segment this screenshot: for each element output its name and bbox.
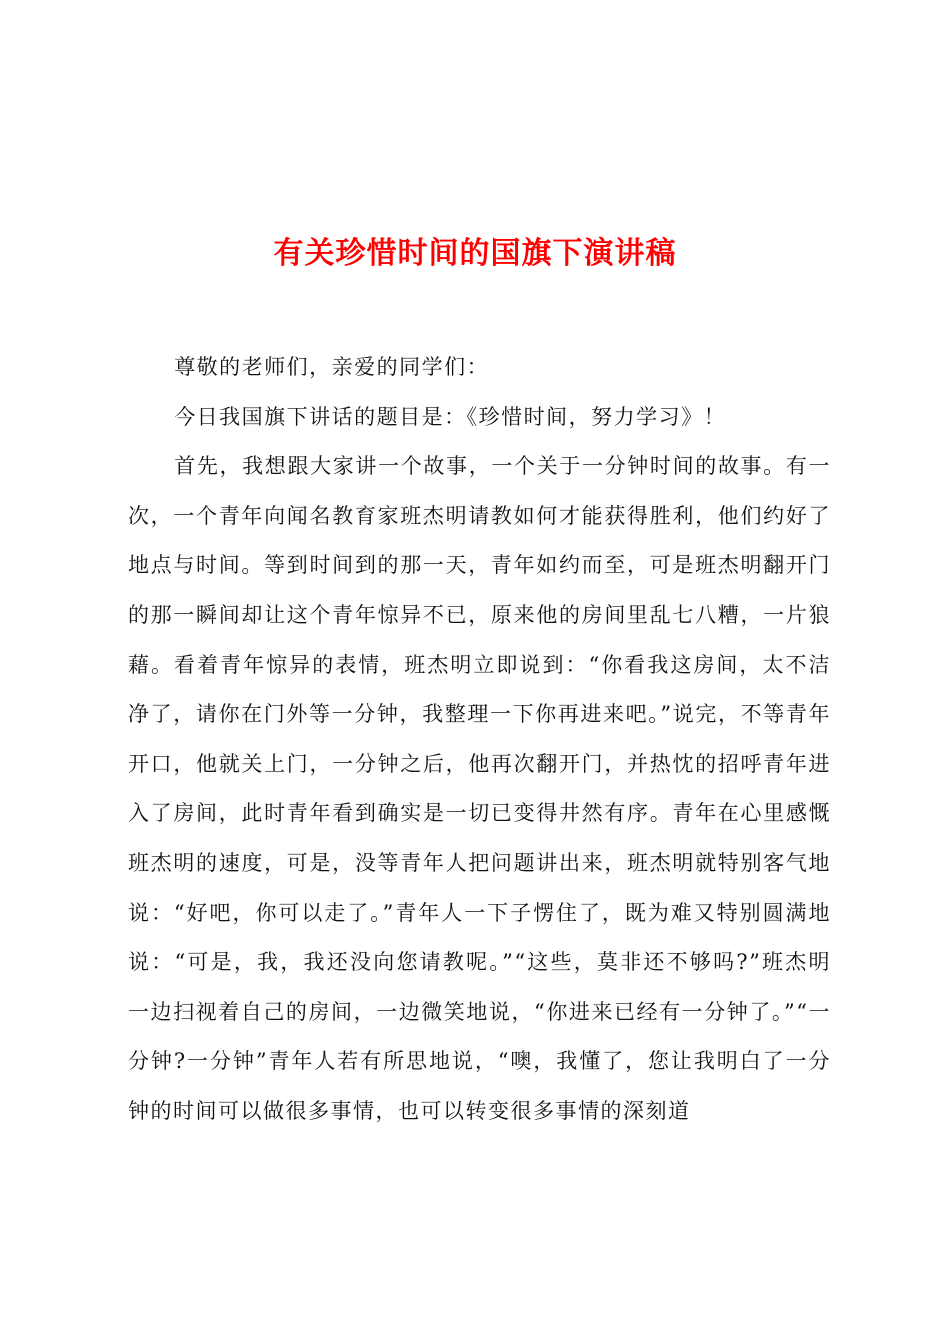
paragraph-topic: 今日我国旗下讲话的题目是：《珍惜时间，努力学习》！ xyxy=(174,404,727,429)
page-title: 有关珍惜时间的国旗下演讲稿 xyxy=(273,236,677,272)
paragraph-story: 首先，我想跟大家讲一个故事，一个关于一分钟时间的故事。有一次，一个青年向闻名教育家班杰明请教如何才能获得胜利，他们约好了地点与时间。等到时间到的那一天，青年如约而至，可是班杰明翻开门的那一瞬间却让这个青年惊异不已，原来他的房间里乱七八糟，一片狼藉。看着青年惊异的表情，班杰明立即说到：“你看我这房间，太不洁净了，请你在门外等一分钟，我整理一下你再进来吧。”说完，不等青年开口，他就关上门，一分钟之后，他再次翻开门，并热忱的招呼青年进入了房间，此时青年看到确实是一切已变得井然有序。青年在心里感慨班杰明的速度，可是，没等青年人把问题讲出来，班杰明就特别客气地说：“好吧，你可以走了。”青年人一下子愣住了，既为难又特别圆满地说：“可是，我，我还没向您请教呢。”“这些，莫非还不够吗?”班杰明一边扫视着自己的房间，一边微笑地说，“你进来已经有一分钟了。”“一分钟?一分钟”青年人若有所思地说，“噢，我懂了，您让我明白了一分钟的时间可以做很多事情，也可以转变很多事情的深刻道 xyxy=(128,454,831,1123)
document-body xyxy=(128,343,831,1137)
paragraph-greeting: 尊敬的老师们，亲爱的同学们： xyxy=(174,355,490,379)
